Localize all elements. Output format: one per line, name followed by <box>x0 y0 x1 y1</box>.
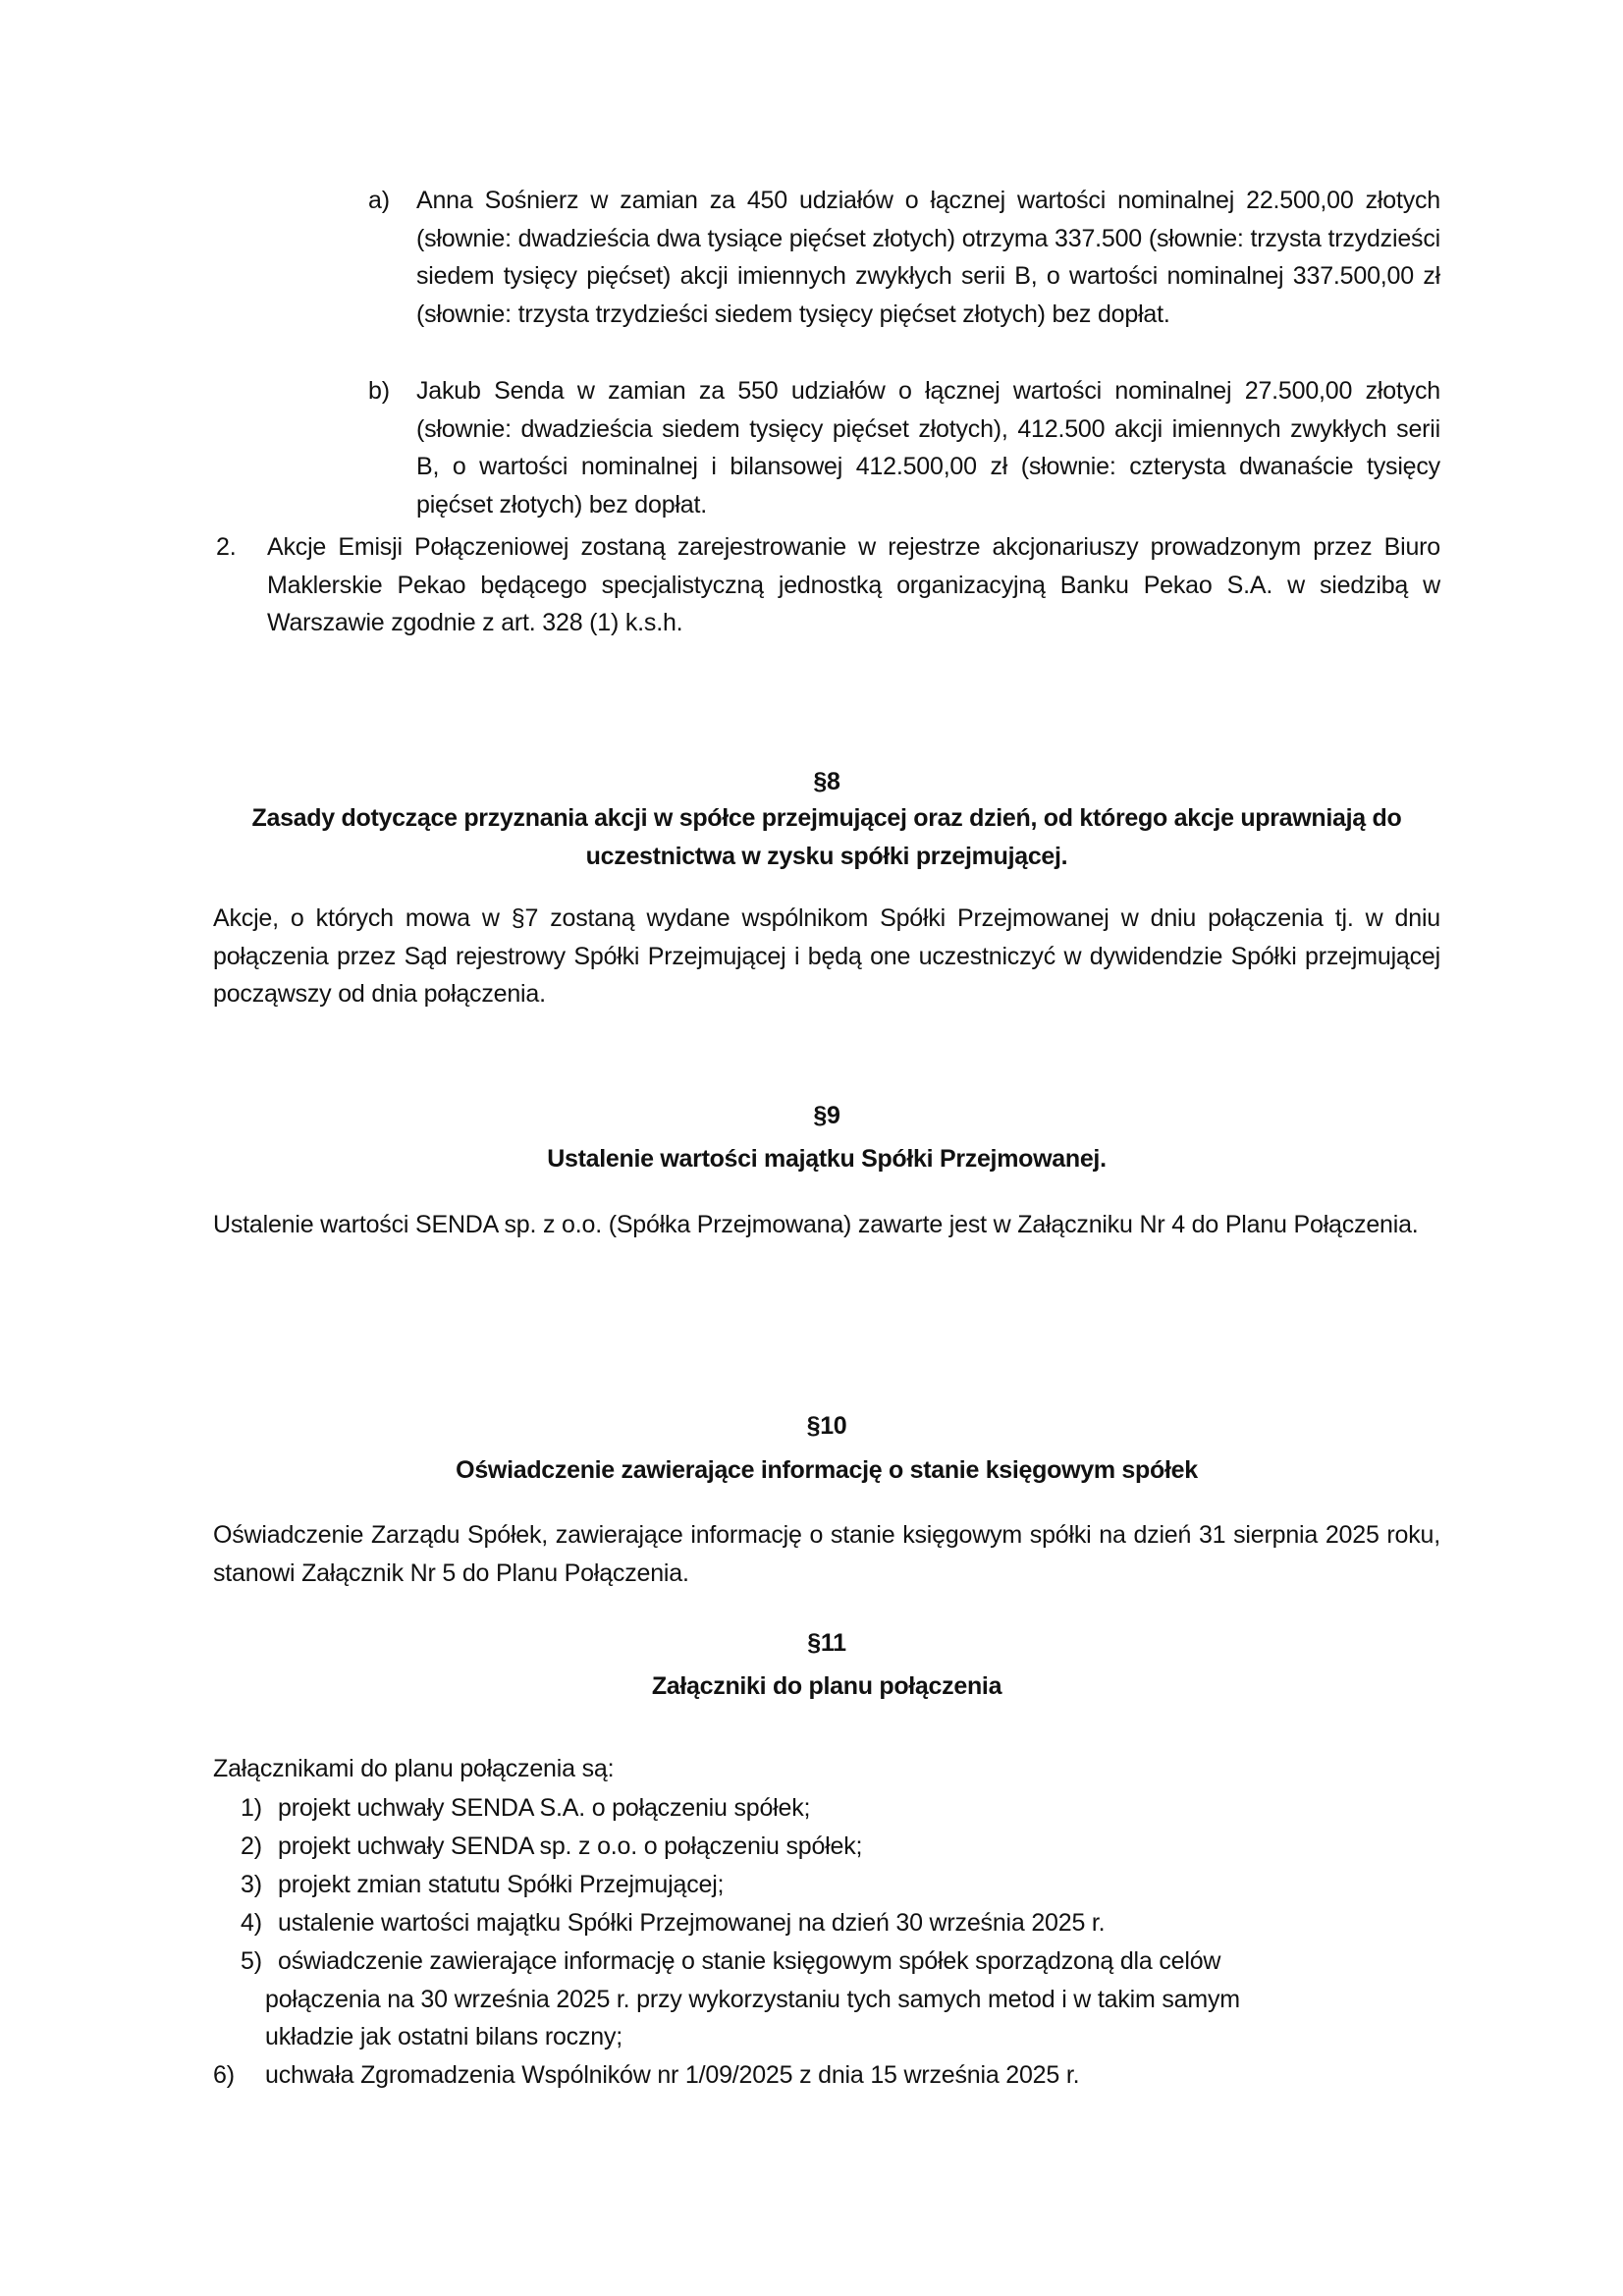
list-text: projekt uchwały SENDA S.A. o połączeniu spółek; <box>278 1794 811 1822</box>
list-text: Akcje Emisji Połączeniowej zostaną zarejestrowanie w rejestrze akcjonariuszy prowadzonym przez Biuro Maklerskie Pekao będącego specjalistyczną jednostką organizacyjną Banku Pekao S.A. w siedzibą w Warszawie zgodnie z art. 328 (1) k.s.h. <box>267 533 1440 637</box>
list-label: 1) <box>241 1794 262 1822</box>
list-text: uchwała Zgromadzenia Wspólników nr 1/09/2025 z dnia 15 września 2025 r. <box>265 2061 1080 2089</box>
attachment-item-5 <box>241 1942 1419 2056</box>
list-label: b) <box>368 377 390 405</box>
list-label: 5) <box>241 1947 262 1975</box>
attachment-item-1 <box>241 1789 1419 1827</box>
section-11-number: §11 <box>807 1629 846 1657</box>
section-8-title: Zasady dotyczące przyznania akcji w spółce przejmującej oraz dzień, od którego akcje uprawniają do uczestnictwa w zysku spółki przejmującej. <box>251 804 1402 870</box>
list-label: 2. <box>216 533 237 561</box>
section-11-intro: Załącznikami do planu połączenia są: <box>213 1755 615 1782</box>
attachment-item-4 <box>241 1904 1419 1941</box>
list-text-continuation: połączenia na 30 września 2025 r. przy wykorzystaniu tych samych metod i w takim samym układzie jak ostatni bilans roczny; <box>265 1985 1240 2051</box>
section-8-number: §8 <box>813 768 840 795</box>
list-text: projekt zmian statutu Spółki Przejmującej; <box>278 1871 725 1898</box>
section-8-body: Akcje, o których mowa w §7 zostaną wydane wspólnikom Spółki Przejmowanej w dniu połączenia tj. w dniu połączenia przez Sąd rejestrowy Spółki Przejmującej i będą one uczestniczyć w dywidendzie Spółki przejmującej począwszy od dnia połączenia. <box>213 904 1440 1009</box>
section-11-title: Załączniki do planu połączenia <box>651 1672 1002 1700</box>
list-label: 2) <box>241 1832 262 1860</box>
list-text: Jakub Senda w zamian za 550 udziałów o łącznej wartości nominalnej 27.500,00 złotych (słownie: dwadzieścia siedem tysięcy pięćset złotych), 412.500 akcji imiennych zwykłych serii B, o wartości nominalnej i bilansowej 412.500,00 zł (słownie: czterysta dwanaście tysięcy pięćset złotych) bez dopłat. <box>416 377 1440 519</box>
section-9-body: Ustalenie wartości SENDA sp. z o.o. (Spółka Przejmowana) zawarte jest w Załączniku Nr 4 do Planu Połączenia. <box>213 1211 1419 1238</box>
attachment-item-3 <box>241 1866 1419 1903</box>
list-text: Anna Sośnierz w zamian za 450 udziałów o łącznej wartości nominalnej 22.500,00 złotych (słownie: dwadzieścia dwa tysiące pięćset złotych) otrzyma 337.500 (słownie: trzysta trzydzieści siedem tysięcy pięćset) akcji imiennych zwykłych serii B, o wartości nominalnej 337.500,00 zł (słownie: trzysta trzydzieści siedem tysięcy pięćset złotych) bez dopłat. <box>416 187 1440 328</box>
section-10-title: Oświadczenie zawierające informację o stanie księgowym spółek <box>456 1456 1198 1484</box>
list-item-b <box>368 372 1440 525</box>
list-text: ustalenie wartości majątku Spółki Przejmowanej na dzień 30 września 2025 r. <box>278 1909 1106 1937</box>
list-item-2 <box>216 528 1440 646</box>
section-10-number: §10 <box>806 1412 847 1440</box>
list-label: 6) <box>213 2061 235 2089</box>
list-text: projekt uchwały SENDA sp. z o.o. o połączeniu spółek; <box>278 1832 863 1860</box>
list-label: a) <box>368 187 390 214</box>
attachment-item-6 <box>213 2056 1440 2094</box>
list-label: 4) <box>241 1909 262 1937</box>
attachment-item-2 <box>241 1828 1419 1865</box>
section-9-number: §9 <box>813 1102 840 1129</box>
section-9-title: Ustalenie wartości majątku Spółki Przejmowanej. <box>547 1145 1107 1173</box>
section-10-body: Oświadczenie Zarządu Spółek, zawierające informację o stanie księgowym spółki na dzień 31 sierpnia 2025 roku, stanowi Załącznik Nr 5 do Planu Połączenia. <box>213 1521 1440 1587</box>
list-label: 3) <box>241 1871 262 1898</box>
list-item-a <box>368 182 1440 373</box>
list-text: oświadczenie zawierające informację o stanie księgowym spółek sporządzoną dla celów <box>278 1947 1221 1975</box>
